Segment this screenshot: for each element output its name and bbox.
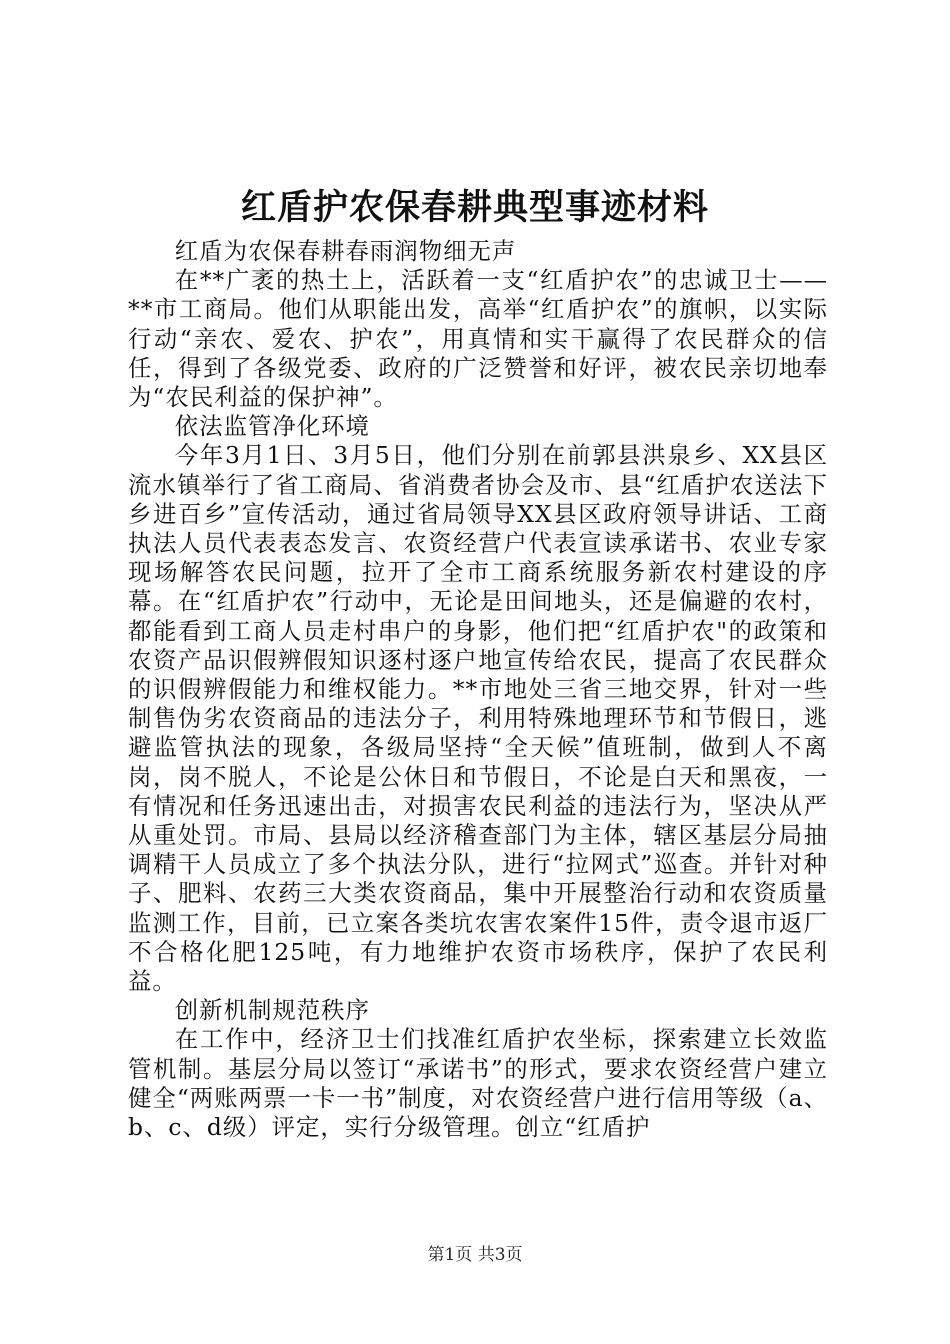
section-heading: 创新机制规范秩序 <box>174 996 370 1025</box>
body-paragraph: 在工作中，经济卫士们找准红盾护农坐标，探索建立长效监管机制。基层分局以签订“承诺书”的形式，要求农资经营户建立健全“两账两票一卡一书”制度，对农资经营户进行信用等级（a、b、c、d级）评定，实行分级管理。创立“红盾护 <box>128 1025 828 1142</box>
section-heading: 红盾为农保春耕春雨润物细无声 <box>174 237 517 265</box>
body-paragraph: 在**广袤的热土上，活跃着一支“红盾护农”的忠诚卫士——**市工商局。他们从职能出发，高举“红盾护农”的旗帜，以实际行动“亲农、爱农、护农”，用真情和实干赢得了农民群众的信任，得到了各级党委、政府的广泛赞誉和好评，被农民亲切地奉为“农民利益的保护神”。 <box>128 266 828 412</box>
body-paragraph: 今年3月1日、3月5日，他们分别在前郭县洪泉乡、XX县区流水镇举行了省工商局、省消费者协会及市、县“红盾护农送法下乡进百乡”宣传活动，通过省局领导XX县区政府领导讲话、工商执法人员代表表态发言、农资经营户代表宣读承诺书、农业专家现场解答农民问题，拉开了全市工商系统服务新农村建设的序幕。在“红盾护农”行动中，无论是田间地头，还是偏避的农村，都能看到工商人员走村串户的身影，他们把“红盾护农"的政策和农资产品识假辨假知识逐村逐户地宣传给农民，提高了农民群众的识假辨假能力和维权能力。**市地处三省三地交界，针对一些制售伪劣农资商品的违法分子，利用特殊地理环节和节假日，逃避监管执法的现象，各级局坚持“全天候”值班制，做到人不离岗，岗不脱人，不论是公休日和节假日，不论是白天和黑夜，一有情况和任务迅速出击，对损害农民利益的违法行为，坚决从严从重处罚。市局、县局以经济稽查部门为主体，辖区基层分局抽调精干人员成立了多个执法分队，进行“拉网式”巡查。并针对种子、肥料、农药三大类农资商品，集中开展整治行动和农资质量监测工作，目前，已立案各类坑农害农案件15件，责令退市返厂不合格化肥125吨，有力地维护农资市场秩序，保护了农民利益。 <box>128 441 828 996</box>
document-title: 红盾护农保春耕典型事迹材料 <box>240 187 709 228</box>
section-heading: 依法监管净化环境 <box>174 412 370 441</box>
page-number-footer: 第1页 共3页 <box>427 1245 523 1265</box>
document-body <box>128 237 828 1142</box>
